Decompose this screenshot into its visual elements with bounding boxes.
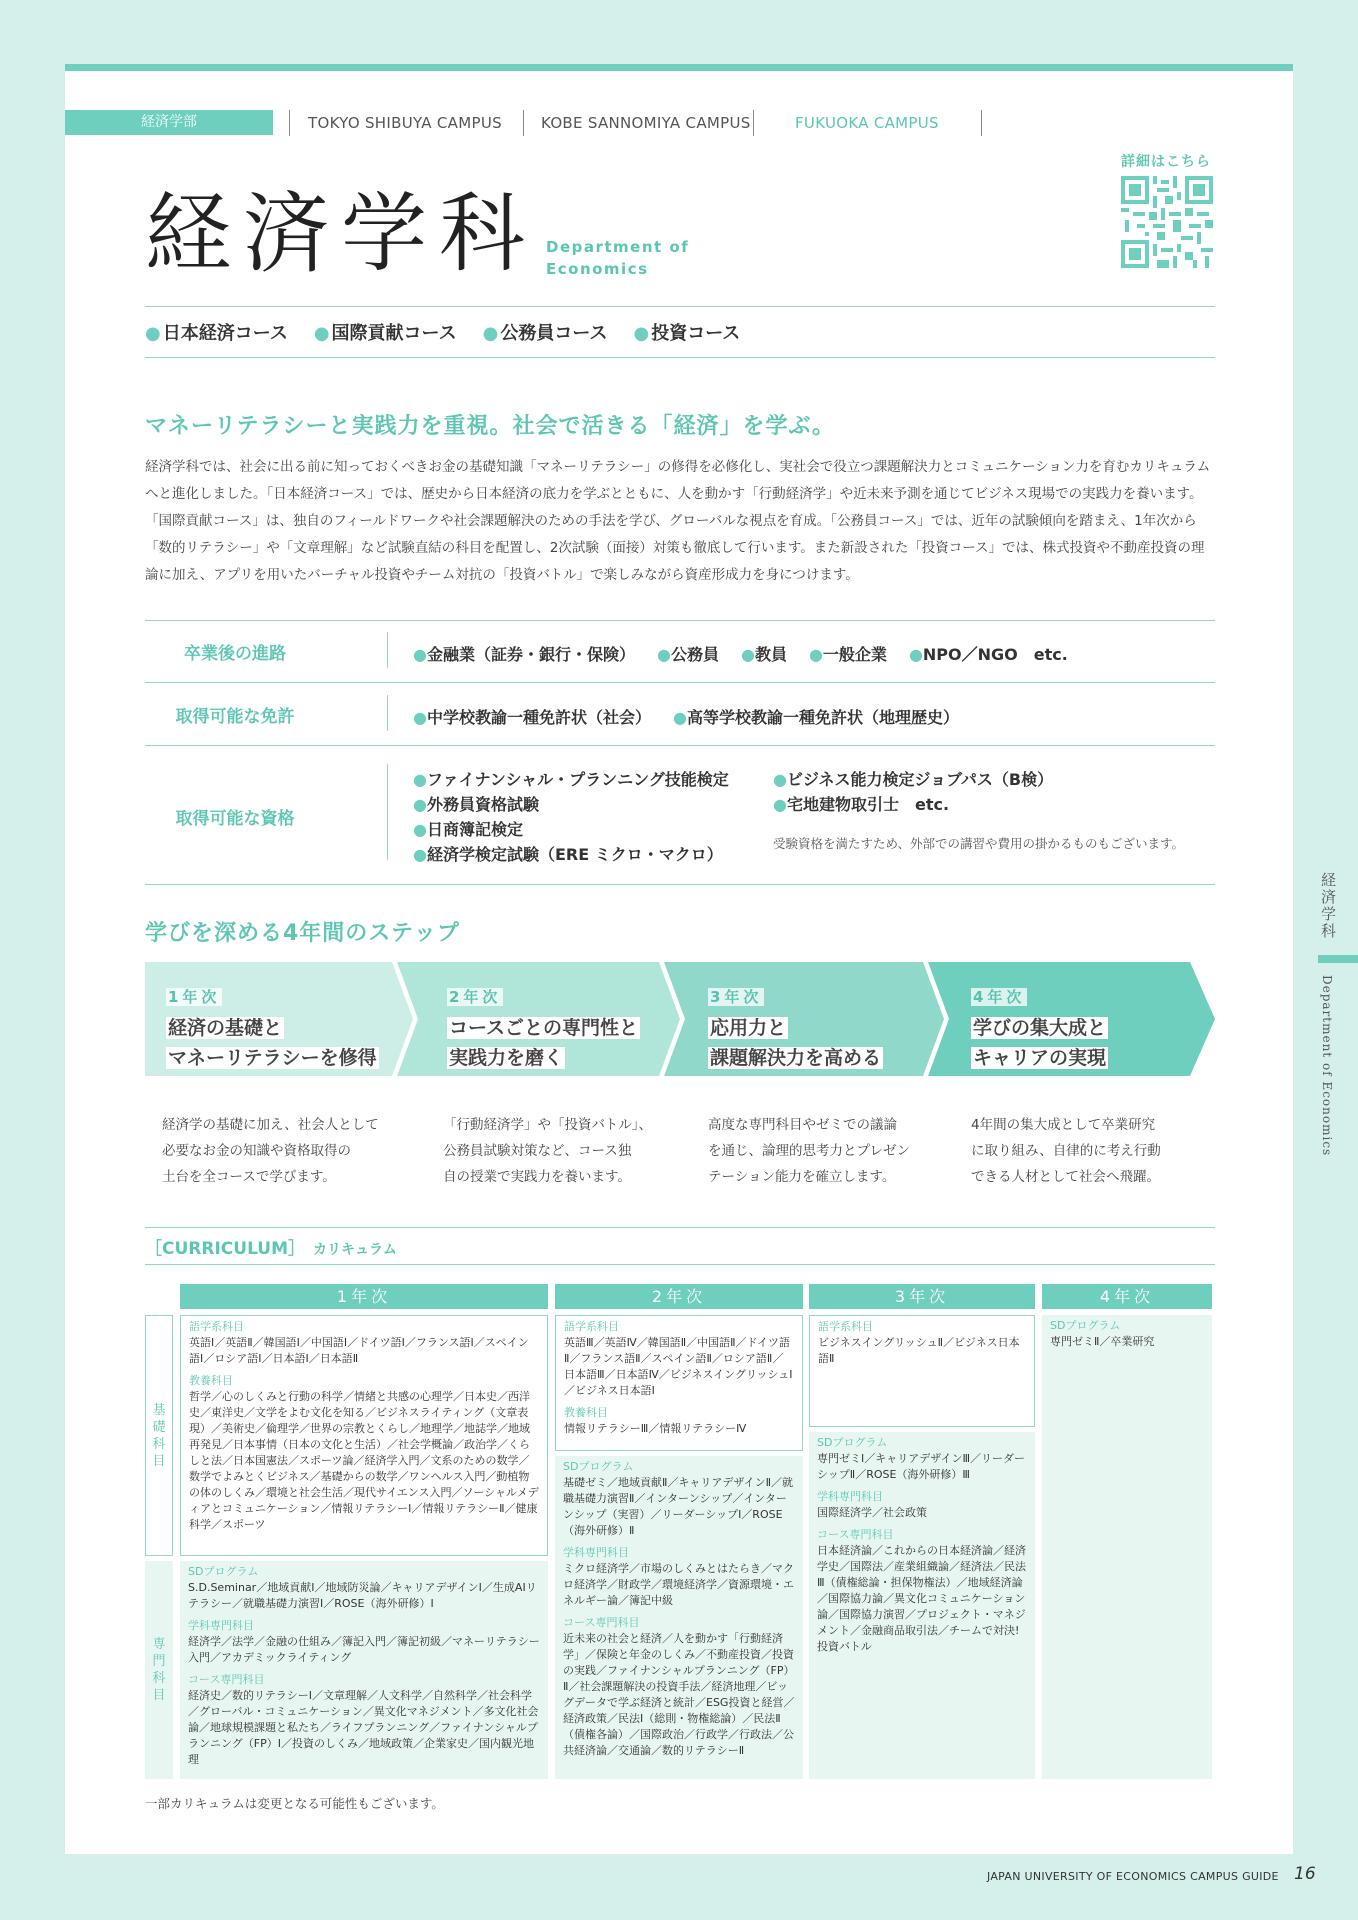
y1-basic-box [180,1315,548,1556]
step-title: 学びの集大成と キャリアの実現 [973,1017,1107,1069]
divider [145,1264,1215,1265]
qualification-item: ●ビジネス能力検定ジョブパス（B検） [773,770,1054,789]
qualifications-note: 受験資格を満たすため、外部での講習や費用の掛かるものもございます。 [773,836,1185,851]
divider [981,110,982,136]
qr-code-icon[interactable] [1121,176,1213,268]
side-label-en: Department of Economics [1320,975,1334,1157]
career-item: ●公務員 [656,645,719,664]
divider [387,764,388,860]
qualifications-label: 取得可能な資格 [175,809,295,829]
subject-group: 教養科目 哲学／心のしくみと行動の科学／情緒と共感の心理学／日本史／西洋史／東洋史／文学をよむ文化を知る／ビジネスライティング（文章表現）／美術史／倫理学／世界の宗教とくらし／地理学／地誌学／地域再発見／日本事情（日本の文化と生活）／社会学概論／政治学／くらしと法／日本国憲法／スポーツ論／経済学入門／文系のための数学／数学でよみとくビジネス／基礎からの数学／ワンヘルス入門／動植物の体のしくみ／環境と社会生活／現代サイエンス入門／ソーシャルメディアとコミュニケーション／情報リテラシーⅠ／情報リテラシーⅡ／健康科学／スポーツ [189,1374,539,1531]
step-3 [708,986,883,1073]
campus-link-fukuoka[interactable]: FUKUOKA CAMPUS [795,114,939,132]
divider [145,745,1215,746]
subject-group: SDプログラム 専門ゼミⅡ／卒業研究 [1050,1319,1155,1348]
qualification-item: ●日商簿記検定 [413,820,523,839]
course-item: ● 公務員コース [483,319,608,345]
divider [145,682,1215,683]
divider [145,357,1215,358]
qualifications-col2 [773,767,1053,817]
steps-heading: 学びを深める4年間のステップ [145,921,460,946]
careers-list [413,642,1068,665]
course-item: ● 日本経済コース [145,319,288,345]
subject-group: 教養科目 情報リテラシーⅢ／情報リテラシーⅣ [564,1406,747,1435]
step-title: 応用力と 課題解決力を高める [710,1017,882,1069]
step-title: コースごとの専門性と 実践力を磨く [449,1017,639,1069]
license-item: ●高等学校教諭一種免許状（地理歴史） [672,708,959,727]
step-year: 4年次 [973,988,1026,1006]
divider [145,1227,1215,1228]
career-item: ●金融業（証券・銀行・保険） [413,645,635,664]
headline: マネーリテラシーと実践力を重視。社会で活きる「経済」を学ぶ。 [145,414,836,439]
y2-basic-box [555,1315,803,1451]
course-item: ● 国際貢献コース [314,319,457,345]
subject-group: コース専門科目 近未来の社会と経済／人を動かす「行動経済学」／保険と年金のしくみ／不動産投資／投資の実践／ファイナンシャルプランニング（FP）Ⅱ／社会課題解決の投資手法／経済地理／ビッグデータで学ぶ経済と統計／ESG投資と経営／経済政策／民法Ⅰ（総則・物権総論）／民法Ⅱ（債権各論）／国際政治／行政学／行政法／公共経済論／交通論／数的リテラシーⅡ [563,1616,795,1757]
license-item: ●中学校教諭一種免許状（社会） [413,708,651,727]
course-list [145,319,740,345]
y2-special-box [555,1456,803,1779]
y1-special-box [180,1561,548,1779]
subtitle-line-1: Department of [546,238,690,256]
qr-label: 詳細はこちら [1121,154,1211,170]
career-item: ●NPO／NGO etc. [908,645,1068,664]
year-header-3: 3年次 [809,1284,1035,1309]
y3-basic-box [809,1315,1035,1427]
campus-link-kobe[interactable]: KOBE SANNOMIYA CAMPUS [541,114,751,132]
subject-group: 語学系科目 英語Ⅰ／英語Ⅱ／韓国語Ⅰ／中国語Ⅰ／ドイツ語Ⅰ／フランス語Ⅰ／スペイン語Ⅰ／ロシア語Ⅰ／日本語Ⅰ／日本語Ⅱ [189,1320,529,1365]
divider [753,110,754,136]
subject-group: 語学系科目 ビジネスイングリッシュⅡ／ビジネス日本語Ⅱ [818,1320,1020,1365]
careers-label: 卒業後の進路 [184,644,286,664]
subject-group: SDプログラム 専門ゼミⅠ／キャリアデザインⅢ／リーダーシップⅡ／ROSE（海外研修）Ⅲ [817,1436,1026,1481]
side-label-jp: 経済学科 [1319,872,1337,940]
step-2 [447,986,640,1073]
divider [145,620,1215,621]
step-year: 3年次 [710,988,763,1006]
divider [289,110,290,136]
subject-group: コース専門科目 日本経済論／これからの日本経済論／経済学史／国際法／産業組織論／経済法／民法Ⅲ（債権総論・担保物権法）／地域経済論／国際協力論／異文化コミュニケーション論／国際協力演習／プロジェクト・マネジメント／金融商品取引法／チームで対決!投資バトル [817,1528,1026,1653]
qualification-item: ●宅地建物取引士 etc. [773,795,950,814]
subject-group: 学科専門科目 国際経済学／社会政策 [817,1490,927,1519]
divider [145,306,1215,307]
side-accent-bar [1318,955,1358,963]
subject-group: SDプログラム S.D.Seminar／地域貢献Ⅰ／地域防災論／キャリアデザインⅠ／生成AIリテラシー／就職基礎力演習Ⅰ／ROSE（海外研修）Ⅰ [188,1565,537,1610]
course-item: ● 投資コース [633,319,740,345]
divider [387,695,388,731]
qualification-item: ●ファイナンシャル・プランニング技能検定 [413,770,729,789]
y3-special-box [809,1432,1035,1779]
page-title: 経済学科 [145,184,537,284]
year-header-1: 1年次 [180,1284,548,1309]
subject-group: コース専門科目 経済史／数的リテラシーⅠ／文章理解／人文科学／自然科学／社会科学／グローバル・コミュニケーション／異文化マネジメント／多文化社会論／地球規模課題と私たち／ライフプランニング／ファイナンシャルプランニング（FP）Ⅰ／投資のしくみ／地域政策／企業家史／国内観光地理 [188,1673,539,1766]
step-year: 1年次 [168,988,221,1006]
career-item: ●教員 [740,645,787,664]
divider [523,110,524,136]
qualifications-col1 [413,767,729,867]
step-3-description: 高度な専門科目やゼミでの議論 を通じ、論理的思考力とプレゼン テーション能力を確立します。 [708,1117,910,1185]
divider [145,884,1215,885]
curriculum-footnote: 一部カリキュラムは変更となる可能性もございます。 [145,1796,444,1811]
step-title: 経済の基礎と マネーリテラシーを修得 [168,1017,377,1069]
career-item: ●一般企業 [808,645,887,664]
top-accent-bar [65,64,1293,71]
faculty-tag: 経済学部 [65,110,273,135]
basic-subjects-label: 基礎科目 [145,1315,173,1556]
subject-group: 学科専門科目 経済学／法学／金融の仕組み／簿記入門／簿記初級／マネーリテラシー入門／アカデミックライティング [188,1619,540,1664]
licenses-label: 取得可能な免許 [175,707,295,727]
page-sheet [65,64,1293,1854]
y4-box [1042,1315,1212,1779]
qualification-item: ●経済学検定試験（ERE ミクロ・マクロ） [413,845,723,864]
qualification-item: ●外務員資格試験 [413,795,539,814]
licenses-list [413,705,959,728]
year-header-4: 4年次 [1042,1284,1212,1309]
step-year: 2年次 [449,988,502,1006]
footer-guide: JAPAN UNIVERSITY OF ECONOMICS CAMPUS GUIDE [987,1870,1279,1883]
page-number: 16 [1294,1864,1316,1884]
description-text: 経済学科では、社会に出る前に知っておくべきお金の基礎知識「マネーリテラシー」の修得を必修化し、実社会で役立つ課題解決力とコミュニケーション力を育むカリキュラムへと進化しました。「日本経済コース」では、歴史から日本経済の底力を学ぶとともに、人を動かす「行動経済学」や近未来予測を通じてビジネス現場での実践力を養います。「国際貢献コース」は、独自のフィールドワークや社会課題解決のための手法を学び、グローバルな視点を育成。「公務員コース」では、近年の試験傾向を踏まえ、1年次から「数的リテラシー」や「文章理解」など試験直結の科目を配置し、2次試験（面接）対策も徹底して行います。また新設された「投資コース」では、株式投資や不動産投資の理論に加え、アプリを用いたバーチャル投資やチーム対抗の「投資バトル」で楽しみながら資産形成力を身につけます。 [145,459,1211,583]
step-2-description: 「行動経済学」や「投資バトル」、 公務員試験対策など、コース独 自の授業で実践力を養います。 [443,1117,652,1185]
page-subtitle [546,236,689,280]
step-4-description: 4年間の集大成として卒業研究 に取り組み、自律的に考え行動 できる人材として社会へ飛躍。 [971,1117,1161,1185]
step-1-description: 経済学の基礎に加え、社会人として 必要なお金の知識や資格取得の 土台を全コースで学びます。 [162,1117,379,1185]
step-1 [166,986,379,1073]
curriculum-heading: ［CURRICULUM］ カリキュラム [145,1239,397,1259]
special-subjects-label: 専門科目 [145,1561,173,1779]
campus-link-tokyo[interactable]: TOKYO SHIBUYA CAMPUS [308,114,502,132]
subject-group: 学科専門科目 ミクロ経済学／市場のしくみとはたらき／マクロ経済学／財政学／環境経済学／資源環境・エネルギー論／簿記中級 [563,1546,794,1607]
subtitle-line-2: Economics [546,260,649,278]
subject-group: 語学系科目 英語Ⅲ／英語Ⅳ／韓国語Ⅱ／中国語Ⅱ／ドイツ語Ⅱ／フランス語Ⅱ／スペイン語Ⅱ／ロシア語Ⅱ／日本語Ⅲ／日本語Ⅳ／ビジネスイングリッシュⅠ／ビジネス日本語Ⅰ [564,1320,793,1397]
year-header-2: 2年次 [555,1284,803,1309]
step-4 [971,986,1108,1073]
divider [387,632,388,668]
subject-group: SDプログラム 基礎ゼミ／地域貢献Ⅱ／キャリアデザインⅡ／就職基礎力演習Ⅱ／インターンシップ／インターンシップ（実習）／リーダーシップⅠ／ROSE（海外研修）Ⅱ [563,1460,794,1537]
